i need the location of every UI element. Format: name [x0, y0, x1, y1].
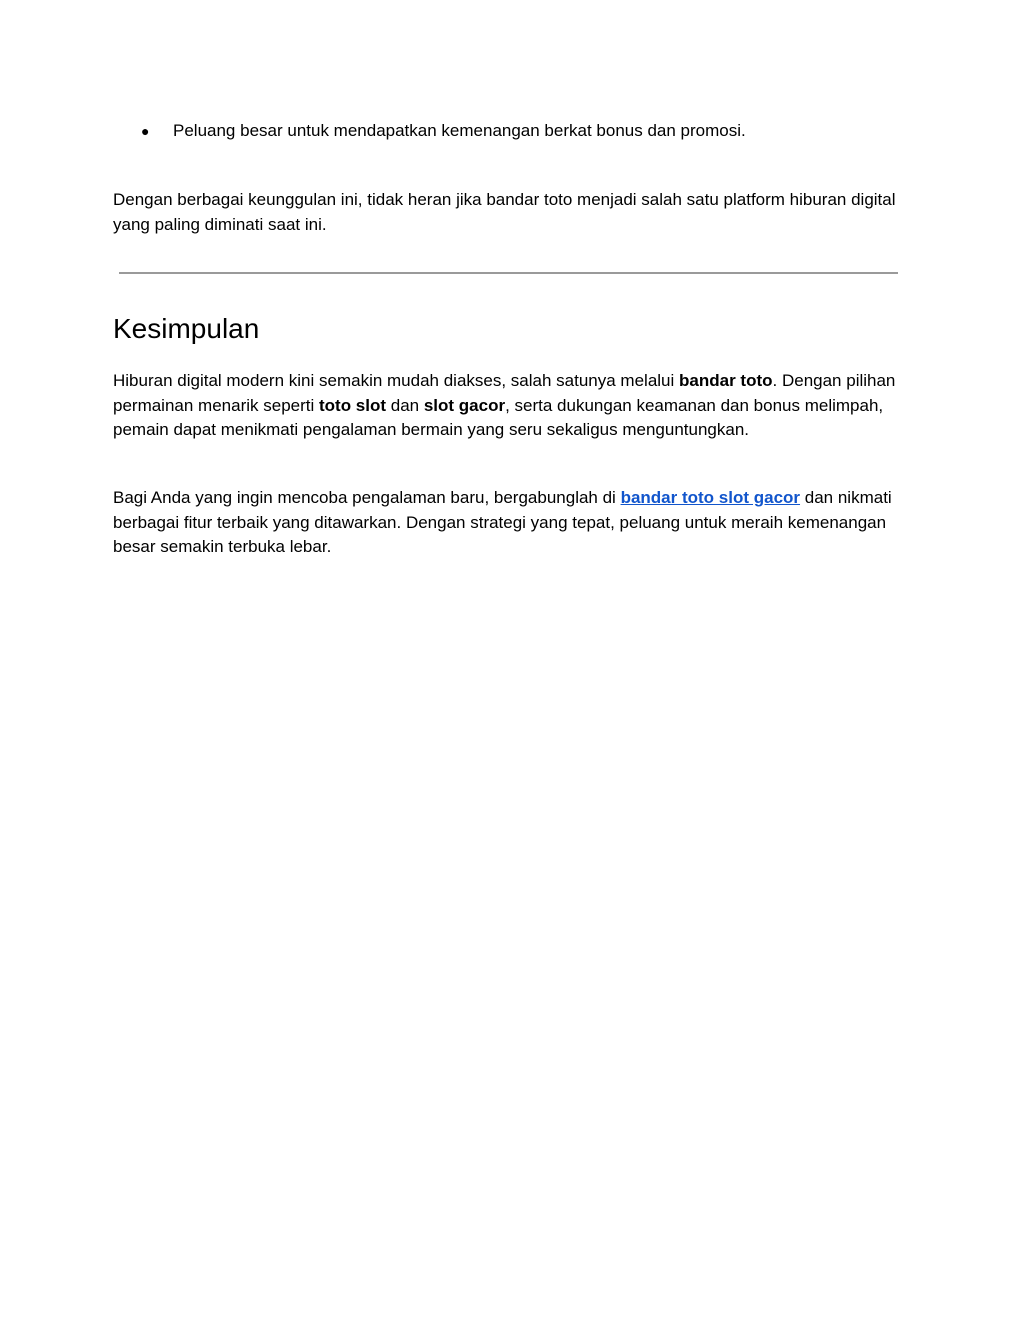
bullet-list — [141, 119, 746, 143]
bold-term-bandar-toto: bandar toto — [679, 371, 773, 390]
bandar-toto-slot-gacor-link[interactable]: bandar toto slot gacor — [620, 488, 801, 507]
intro-paragraph: Dengan berbagai keunggulan ini, tidak heran jika bandar toto menjadi salah satu platform hiburan digital yang paling diminati saat ini. — [113, 190, 896, 234]
horizontal-divider — [119, 272, 898, 274]
bold-term-toto-slot: toto slot — [318, 395, 387, 415]
paragraph-text: Bagi Anda yang ingin mencoba pengalaman baru, bergabunglah di — [113, 488, 621, 507]
paragraph-text: dan — [386, 395, 424, 415]
paragraph-text: dan nikmati berbagai fitur terbaik yang ditawarkan. Dengan strategi yang tepat, peluang untuk meraih kemenangan besar semakin terbuka lebar. — [113, 488, 892, 556]
list-item-text: Peluang besar untuk mendapatkan kemenangan berkat bonus dan promosi. — [173, 121, 746, 140]
bullet-icon: ● — [141, 123, 150, 139]
paragraph-text: , serta dukungan keamanan dan bonus melimpah, pemain dapat menikmati pengalaman bermain yang seru sekaligus menguntungkan. — [113, 395, 884, 439]
conclusion-paragraph-2 — [113, 486, 913, 560]
paragraph-text: . Dengan pilihan permainan menarik seperti — [113, 371, 896, 415]
conclusion-paragraph-1 — [113, 369, 913, 443]
bold-term-slot-gacor: slot gacor — [423, 395, 506, 415]
list-item — [141, 119, 746, 143]
paragraph-text: Hiburan digital modern kini semakin mudah diakses, salah satunya melalui — [113, 371, 680, 390]
section-heading: Kesimpulan — [113, 313, 260, 344]
